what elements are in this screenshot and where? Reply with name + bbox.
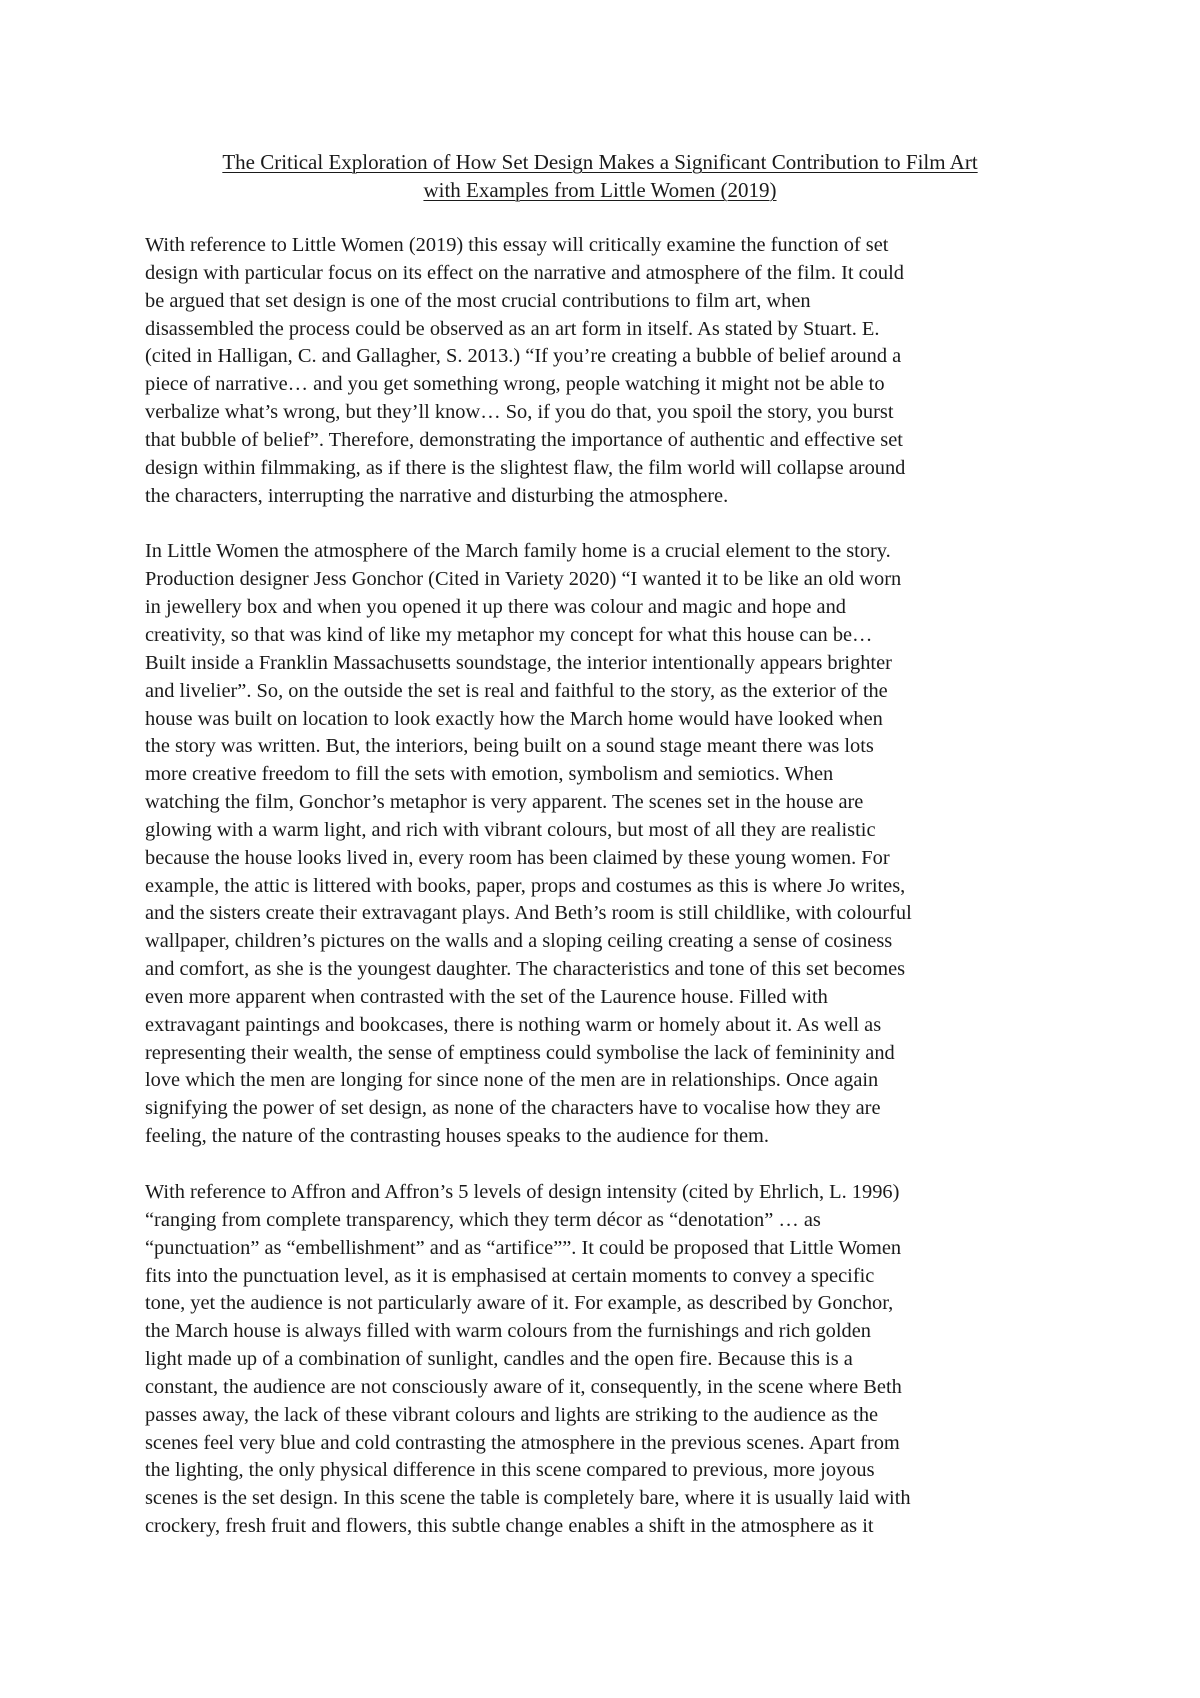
paragraph-line: house was built on location to look exactly how the March home would have looked when — [145, 707, 883, 730]
paragraph-line: wallpaper, children’s pictures on the walls and a sloping ceiling creating a sense of cosiness — [145, 930, 893, 953]
paragraph-line: Built inside a Franklin Massachusetts soundstage, the interior intentionally appears brighter — [145, 651, 892, 674]
paragraph-line: signifying the power of set design, as none of the characters have to vocalise how they are — [145, 1097, 881, 1120]
paragraph-line: “punctuation” as “embellishment” and as “artifice””. It could be proposed that Little Women — [145, 1236, 902, 1259]
paragraph-line: In Little Women the atmosphere of the March family home is a crucial element to the story. — [145, 540, 891, 563]
paragraph-line: Production designer Jess Gonchor (Cited in Variety 2020) “I wanted it to be like an old worn — [145, 568, 902, 591]
paragraph-line: design with particular focus on its effect on the narrative and atmosphere of the film. It could — [145, 261, 904, 284]
paragraph-line: With reference to Affron and Affron’s 5 levels of design intensity (cited by Ehrlich, L. 1996) — [145, 1181, 900, 1203]
paragraph-line: creativity, so that was kind of like my metaphor my concept for what this house can be… — [145, 623, 873, 646]
paragraph-line: in jewellery box and when you opened it up there was colour and magic and hope and — [145, 596, 846, 619]
paragraph-line: the lighting, the only physical difference in this scene compared to previous, more joyous — [145, 1459, 875, 1482]
title-line: The Critical Exploration of How Set Design Makes a Significant Contribution to Film Art — [222, 150, 978, 174]
paragraph — [145, 538, 1075, 1151]
paragraph — [145, 1179, 1075, 1541]
title-line: with Examples from Little Women (2019) — [423, 178, 777, 202]
paragraph-line: scenes feel very blue and cold contrasting the atmosphere in the previous scenes. Apart from — [145, 1431, 900, 1454]
paragraph-line: and livelier”. So, on the outside the set is real and faithful to the story, as the exterior of the — [145, 679, 888, 702]
paragraph-line: love which the men are longing for since none of the men are in relationships. Once again — [145, 1069, 879, 1092]
paragraph-line: disassembled the process could be observed as an art form in itself. As stated by Stuart. E. — [145, 317, 880, 340]
paragraph-line: fits into the punctuation level, as it is emphasised at certain moments to convey a specific — [145, 1264, 875, 1287]
paragraph-line: piece of narrative… and you get something wrong, people watching it might not be able to — [145, 373, 885, 396]
paragraph-line: because the house looks lived in, every room has been claimed by these young women. For — [145, 846, 890, 869]
paragraph-line: scenes is the set design. In this scene the table is completely bare, where it is usually laid with — [145, 1487, 911, 1510]
paragraph-line: the characters, interrupting the narrative and disturbing the atmosphere. — [145, 484, 729, 507]
paragraph-line: watching the film, Gonchor’s metaphor is very apparent. The scenes set in the house are — [145, 791, 864, 814]
paragraph-line: tone, yet the audience is not particularly aware of it. For example, as described by Gonchor, — [145, 1292, 894, 1315]
paragraph-line: design within filmmaking, as if there is the slightest flaw, the film world will collapse around — [145, 456, 906, 479]
paragraph-line: extravagant paintings and bookcases, there is nothing warm or homely about it. As well as — [145, 1013, 882, 1036]
paragraph-line: passes away, the lack of these vibrant colours and lights are striking to the audience as the — [145, 1403, 879, 1426]
paragraph-line: (cited in Halligan, C. and Gallagher, S. 2013.) “If you’re creating a bubble of belief around a — [145, 345, 902, 368]
paragraph — [145, 232, 1075, 510]
paragraph-line: that bubble of belief”. Therefore, demonstrating the importance of authentic and effective set — [145, 428, 903, 451]
paragraph-line: feeling, the nature of the contrasting houses speaks to the audience for them. — [145, 1125, 769, 1148]
paragraph-line: the March house is always filled with warm colours from the furnishings and rich golden — [145, 1320, 871, 1343]
paragraph-line: and the sisters create their extravagant plays. And Beth’s room is still childlike, with colourful — [145, 902, 912, 925]
paragraph-line: more creative freedom to fill the sets with emotion, symbolism and semiotics. When — [145, 763, 834, 786]
paragraph-line: With reference to Little Women (2019) this essay will critically examine the function of set — [145, 234, 889, 256]
paragraph-line: crockery, fresh fruit and flowers, this subtle change enables a shift in the atmosphere as it — [145, 1515, 874, 1538]
paragraph-line: light made up of a combination of sunlight, candles and the open fire. Because this is a — [145, 1348, 853, 1371]
paragraph-line: even more apparent when contrasted with the set of the Laurence house. Filled with — [145, 985, 828, 1008]
paragraph-line: and comfort, as she is the youngest daughter. The characteristics and tone of this set becomes — [145, 958, 906, 981]
paragraph-line: be argued that set design is one of the most crucial contributions to film art, when — [145, 289, 811, 312]
paragraph-line: constant, the audience are not consciously aware of it, consequently, in the scene where Beth — [145, 1375, 902, 1398]
paragraph-line: representing their wealth, the sense of emptiness could symbolise the lack of femininity and — [145, 1041, 895, 1064]
essay-title — [140, 148, 1060, 204]
paragraph-line: “ranging from complete transparency, which they term décor as “denotation” … as — [145, 1208, 821, 1231]
paragraph-line: verbalize what’s wrong, but they’ll know… So, if you do that, you spoil the story, you burst — [145, 401, 894, 424]
paragraph-line: glowing with a warm light, and rich with vibrant colours, but most of all they are realistic — [145, 818, 876, 841]
paragraph-line: the story was written. But, the interiors, being built on a sound stage meant there was lots — [145, 735, 874, 758]
essay-body — [145, 232, 1075, 1569]
paragraph-line: example, the attic is littered with books, paper, props and costumes as this is where Jo writes, — [145, 874, 906, 897]
